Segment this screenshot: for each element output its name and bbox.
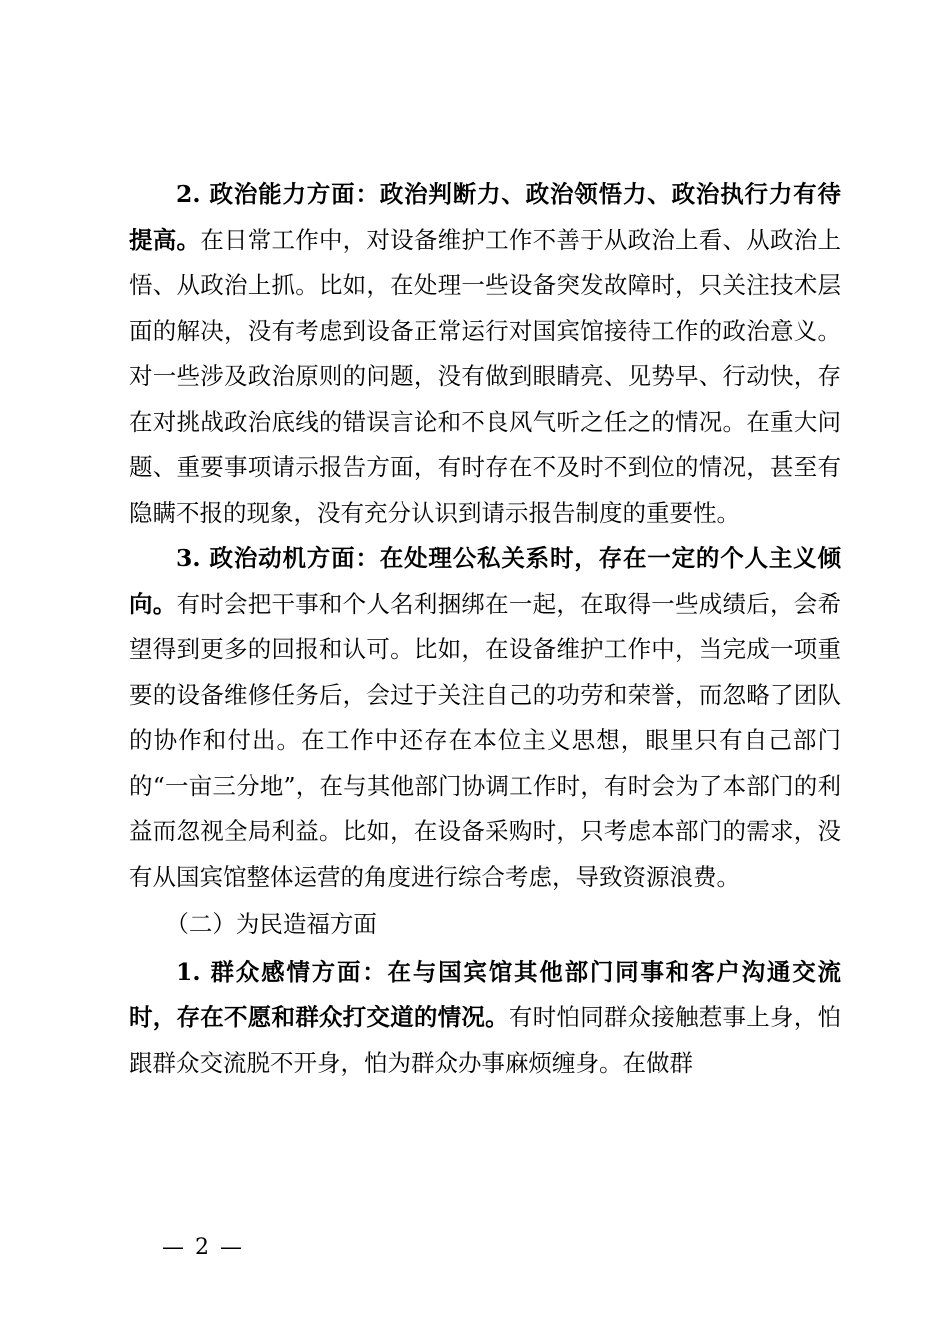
paragraph-text: 有时会把干事和个人名利捆绑在一起，在取得一些成绩后，会希望得到更多的回报和认可。比如，在设备维护工作中，当完成一项重要的设备维修任务后，会过于关注自己的功劳和荣誉，而忽略了团队的协作和付出。在工作中还存在本位主义思想，眼里只有自己部门的“一亩三分地”，在与其他部门协调工作时，有时会为了本部门的利益而忽视全局利益。比如，在设备采购时，只考虑本部门的需求，没有从国宾馆整体运营的角度进行综合考虑，导致资源浪费。: [129, 589, 842, 891]
paragraph-political-motive: [129, 536, 841, 900]
section-heading: （二）为民造福方面: [165, 910, 377, 938]
paragraph-political-ability: [129, 172, 841, 536]
page-number: — 2 —: [162, 1235, 244, 1260]
paragraph-public-feeling: [129, 950, 841, 1087]
paragraph-lead: 3. 政治动机方面：在处理公私关系时，存在一定的个人主义倾向。: [129, 544, 841, 618]
paragraph-text: 有时怕同群众接触惹事上身，怕跟群众交流脱不开身，怕为群众办事麻烦缠身。在做群: [129, 1003, 842, 1077]
paragraph-lead: 2. 政治能力方面：政治判断力、政治领悟力、政治执行力有待提高。: [129, 180, 841, 254]
paragraph-lead: 1. 群众感情方面：在与国宾馆其他部门同事和客户沟通交流时，存在不愿和群众打交道的情况。: [129, 957, 841, 1031]
paragraph-text: 在日常工作中，对设备维护工作不善于从政治上看、从政治上悟、从政治上抓。比如，在处理一些设备突发故障时，只关注技术层面的解决，没有考虑到设备正常运行对国宾馆接待工作的政治意义。对一些涉及政治原则的问题，没有做到眼睛亮、见势早、行动快，存在对挑战政治底线的错误言论和不良风气听之任之的情况。在重大问题、重要事项请示报告方面，有时存在不及时不到位的情况，甚至有隐瞒不报的现象，没有充分认识到请示报告制度的重要性。: [129, 225, 842, 527]
document-body: [129, 172, 841, 1086]
